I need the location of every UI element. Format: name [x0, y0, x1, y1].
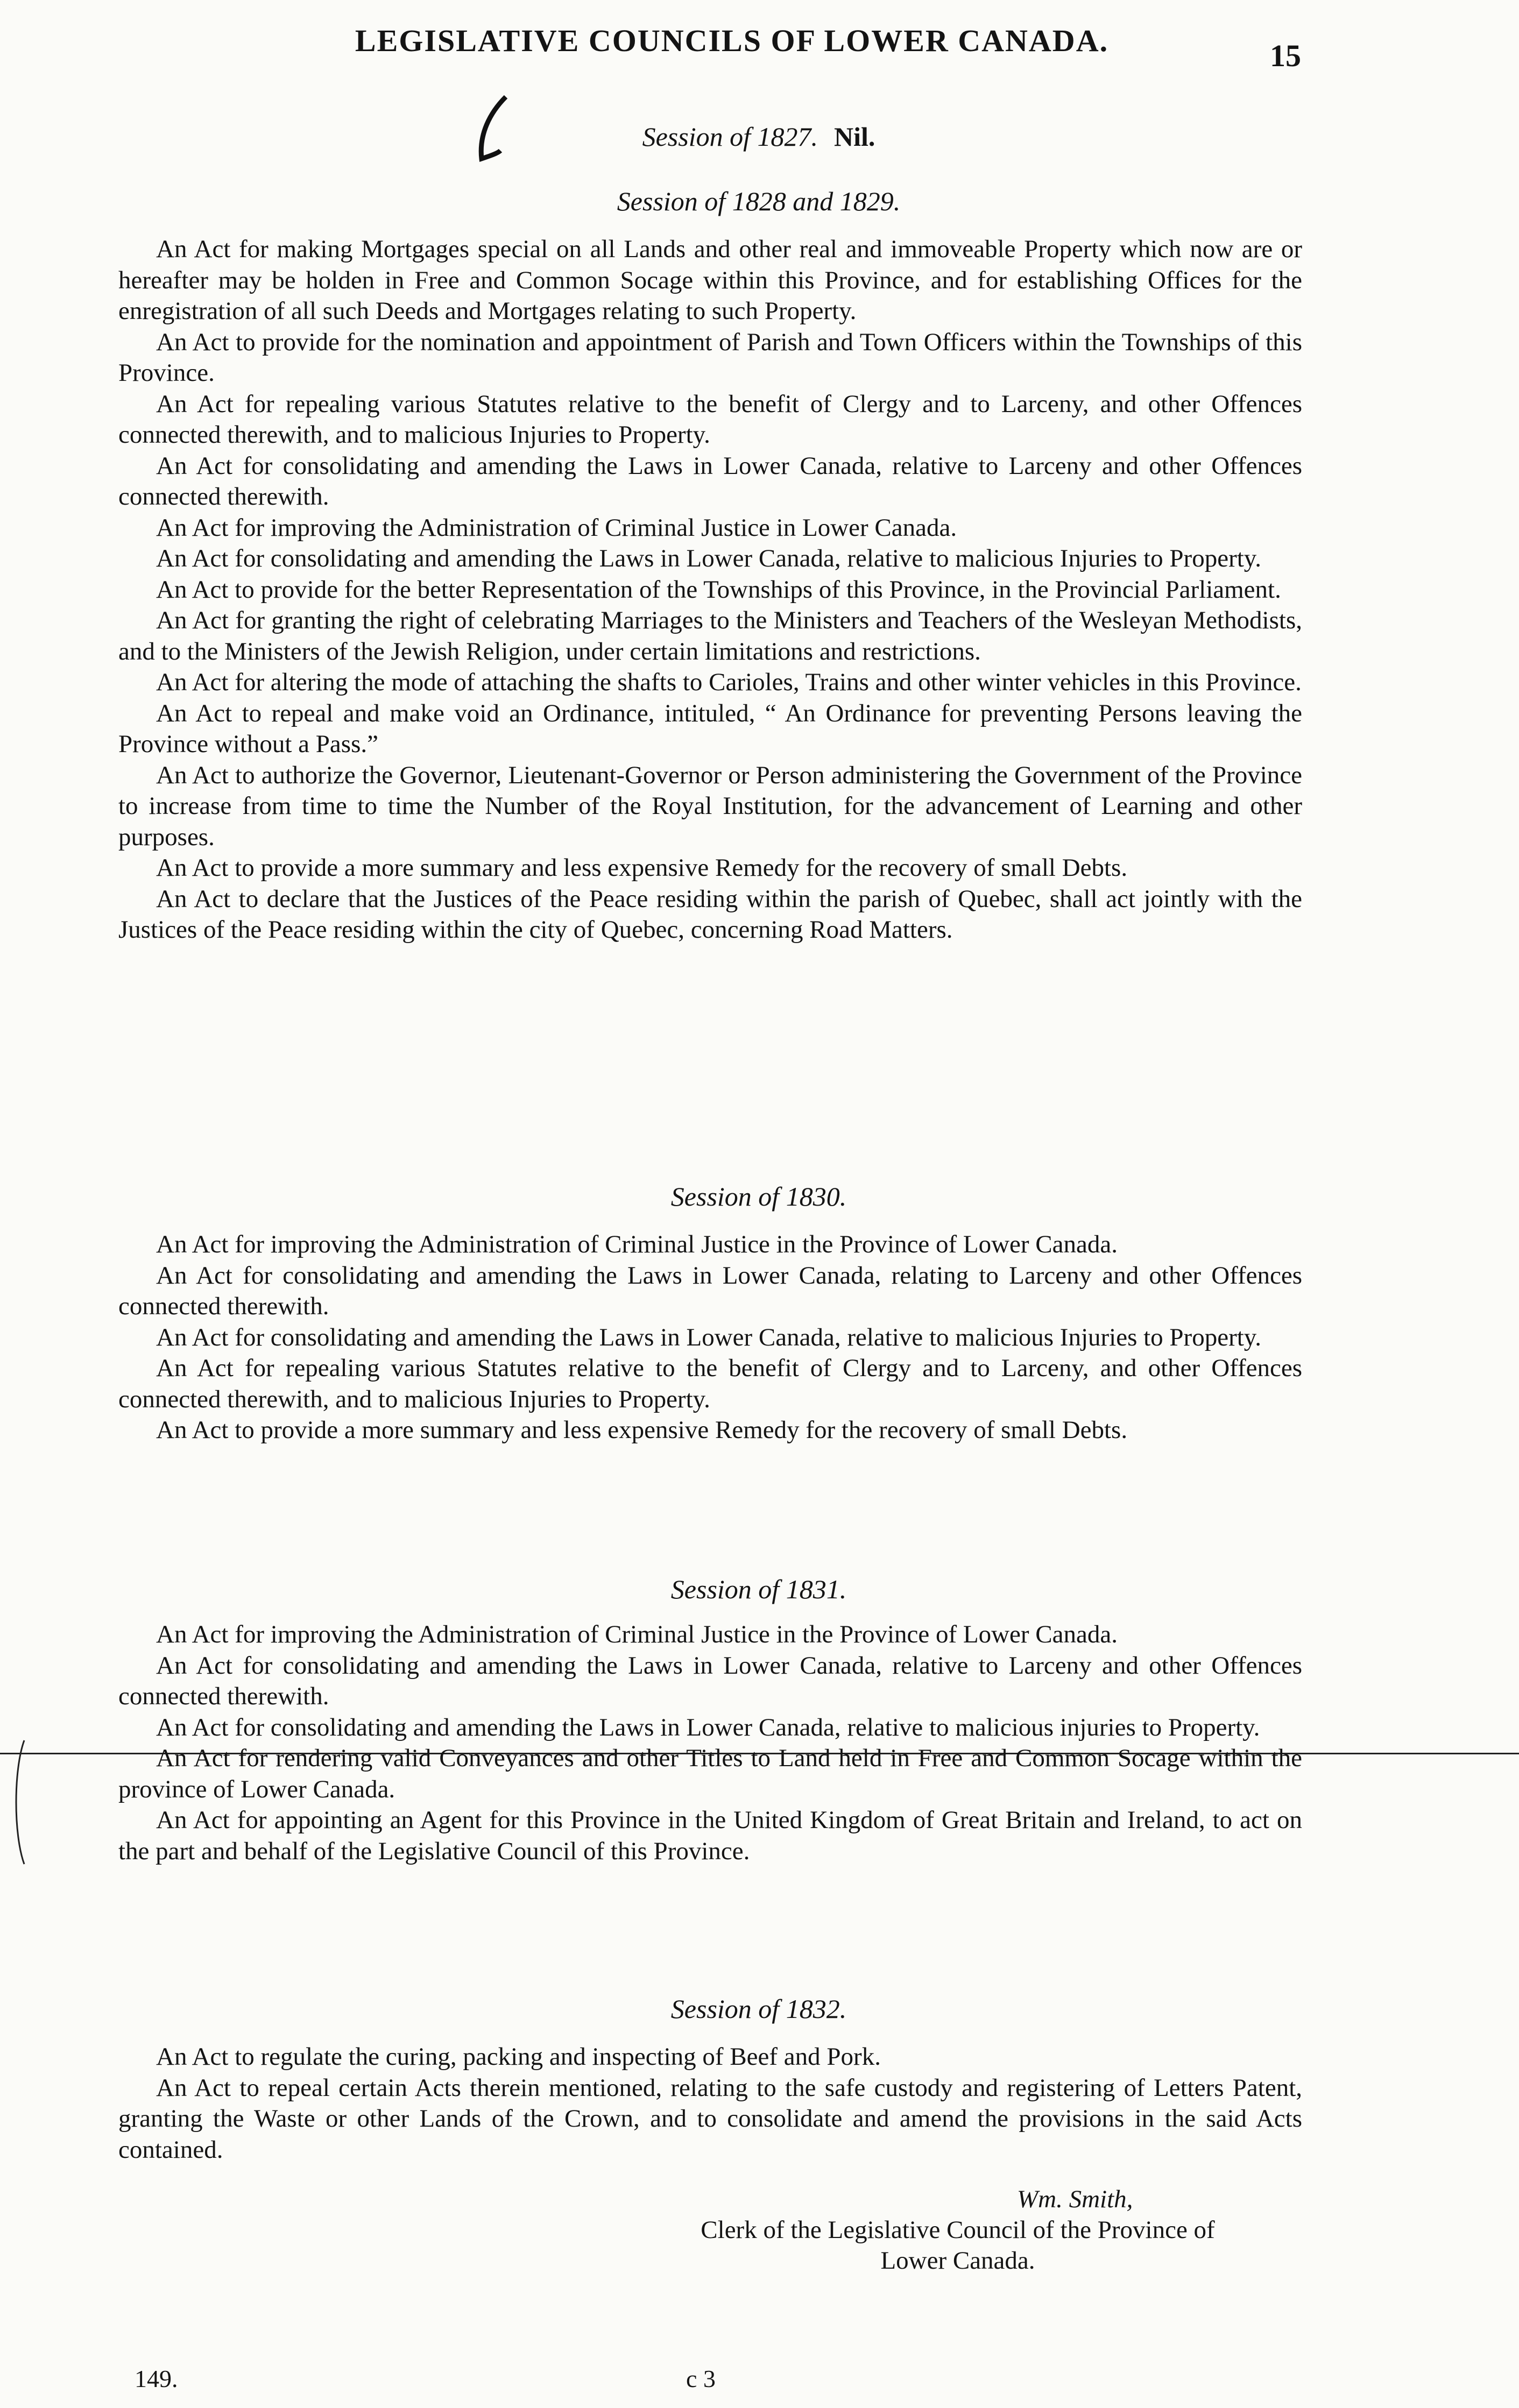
- act-item: An Act to declare that the Justices of the Peace residing within the parish of Quebec, shall act jointly with the Justices of the Peace residing within the city of Quebec, concerning Road Matters.: [118, 884, 1302, 944]
- act-item: An Act for consolidating and amending the Laws in Lower Canada, relative to Larceny and other Offences connected therewith.: [118, 1651, 1302, 1710]
- page-title: LEGISLATIVE COUNCILS OF LOWER CANADA.: [355, 23, 1109, 58]
- act-item: An Act for appointing an Agent for this Province in the United Kingdom of Great Britain and Ireland, to act on the part and behalf of the Legislative Council of this Province.: [118, 1806, 1302, 1865]
- act-item: An Act to regulate the curing, packing and inspecting of Beef and Pork.: [156, 2043, 881, 2071]
- act-item: An Act to repeal certain Acts therein mentioned, relating to the safe custody and registering of Letters Patent, granting the Waste or other Lands of the Crown, and to consolidate and amend the provisions in the said Acts contained.: [118, 2073, 1302, 2164]
- act-item: An Act to repeal and make void an Ordinance, intituled, “ An Ordinance for preventing Persons leaving the Province without a Pass.”: [118, 699, 1302, 758]
- act-item: An Act for consolidating and amending the Laws in Lower Canada, relative to malicious Injuries to Property.: [156, 1323, 1261, 1351]
- act-item: An Act to provide a more summary and less expensive Remedy for the recovery of small Debts.: [156, 854, 1128, 882]
- act-item: An Act for altering the mode of attaching the shafts to Carioles, Trains and other winter vehicles in this Province.: [156, 668, 1302, 696]
- session-heading-1828-1829: Session of 1828 and 1829.: [617, 186, 901, 216]
- act-item: An Act for consolidating and amending the Laws in Lower Canada, relative to malicious Injuries to Property.: [156, 544, 1261, 572]
- page-number: 15: [1270, 38, 1301, 73]
- act-item: An Act for repealing various Statutes relative to the benefit of Clergy and to Larceny, and other Offences connected therewith, and to malicious Injuries to Property.: [118, 1354, 1302, 1413]
- signature-block: [581, 2184, 1334, 2276]
- act-item: An Act for consolidating and amending the Laws in Lower Canada, relative to Larceny and other Offences connected therewith.: [118, 451, 1302, 511]
- session-nil-label: Nil.: [834, 122, 875, 152]
- session-heading-text: Session of 1827.: [642, 122, 818, 152]
- act-item: An Act for consolidating and amending the Laws in Lower Canada, relative to malicious injuries to Property.: [156, 1713, 1260, 1741]
- act-item: An Act to provide a more summary and less expensive Remedy for the recovery of small Debts.: [156, 1416, 1128, 1444]
- act-item: An Act for consolidating and amending the Laws in Lower Canada, relating to Larceny and other Offences connected therewith.: [118, 1261, 1302, 1320]
- act-item: An Act for improving the Administration of Criminal Justice in the Province of Lower Canada.: [156, 1620, 1118, 1648]
- act-item: An Act for repealing various Statutes relative to the benefit of Clergy and to Larceny, and other Offences connected therewith, and to malicious Injuries to Property.: [118, 389, 1302, 449]
- act-item: An Act for rendering valid Conveyances and other Titles to Land held in Free and Common Socage within the province of Lower Canada.: [118, 1744, 1302, 1803]
- act-item: An Act for improving the Administration of Criminal Justice in the Province of Lower Canada.: [156, 1230, 1118, 1258]
- act-item: An Act to provide for the better Representation of the Townships of this Province, in the Provincial Parliament.: [156, 575, 1281, 604]
- session-heading-1830: Session of 1830.: [670, 1181, 847, 1212]
- acts-list-1828-1829: [118, 234, 1302, 946]
- footer-signature-mark: c 3: [686, 2365, 716, 2392]
- act-item: An Act for granting the right of celebrating Marriages to the Ministers and Teachers of the Wesleyan Methodists, and to the Ministers of the Jewish Religion, under certain limitations and restrictions.: [118, 606, 1302, 665]
- footer-sheet-number: 149.: [135, 2365, 178, 2392]
- act-item: An Act to authorize the Governor, Lieutenant-Governor or Person administering the Government of the Province to increase from time to time the Number of the Royal Institution, for the advancement of Learning and other purposes.: [118, 761, 1302, 851]
- signatory-title-line-1: Clerk of the Legislative Council of the Province of: [701, 2216, 1215, 2244]
- acts-list-1832: [118, 2042, 1302, 2165]
- signatory-title-line-2: Lower Canada.: [880, 2247, 1035, 2275]
- session-heading-1831: Session of 1831.: [670, 1574, 847, 1604]
- act-item: An Act to provide for the nomination and appointment of Parish and Town Officers within the Townships of this Province.: [118, 328, 1302, 387]
- session-heading-1832: Session of 1832.: [670, 1994, 847, 2024]
- act-item: An Act for improving the Administration of Criminal Justice in Lower Canada.: [156, 513, 957, 542]
- signatory-name: Wm. Smith,: [1017, 2185, 1133, 2213]
- acts-list-1831: [118, 1619, 1302, 1867]
- margin-bracket-icon: [8, 1738, 30, 1867]
- act-item: An Act for making Mortgages special on all Lands and other real and immoveable Property which now are or hereafter may be holden in Free and Common Socage within this Province, and for establishing Offices for the enregistration of all such Deeds and Mortgages relating to such Property.: [118, 235, 1302, 325]
- acts-list-1830: [118, 1229, 1302, 1446]
- session-heading-1827: [108, 121, 1410, 152]
